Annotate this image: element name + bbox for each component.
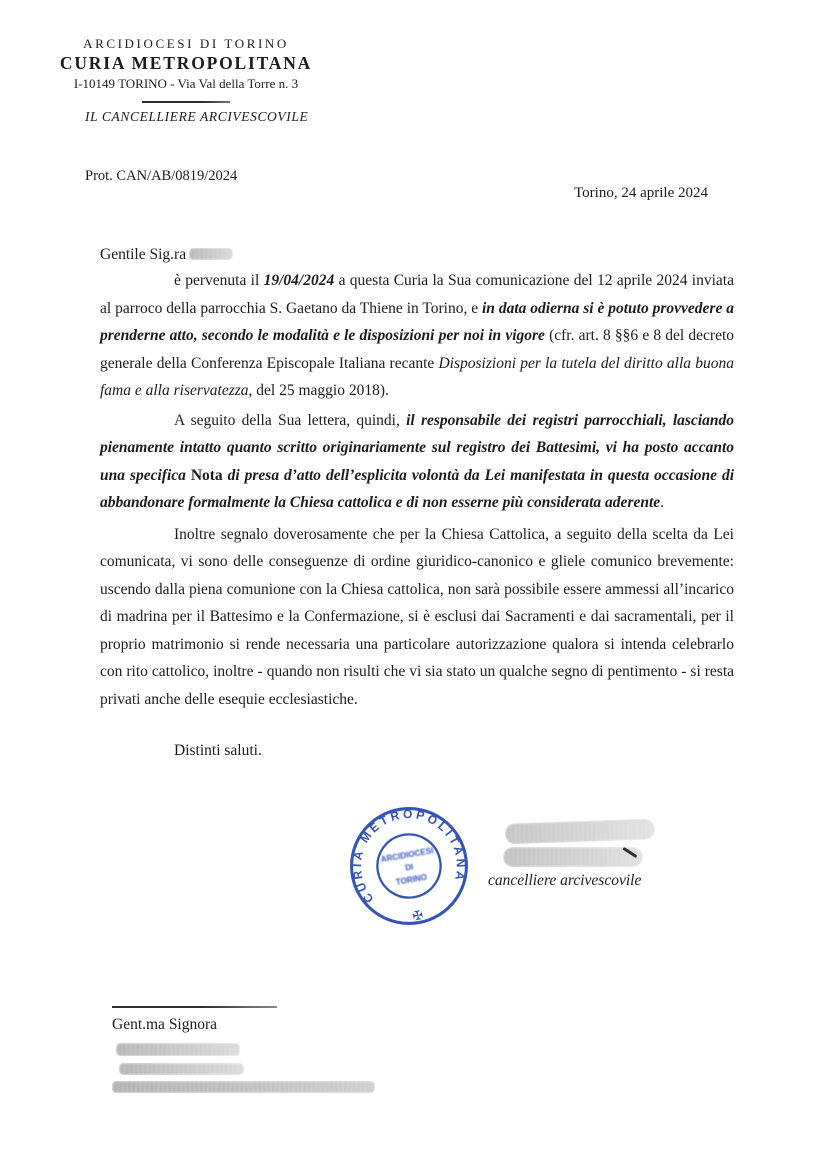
- salutation: [100, 246, 233, 264]
- svg-text:ARCIDIOCESI: ARCIDIOCESI: [380, 845, 435, 865]
- protocol-number: Prot. CAN/AB/0819/2024: [85, 168, 238, 184]
- paragraph-3: Inoltre segnalo doverosamente che per la Chiesa Cattolica, a seguito della scelta da Lei comunicata, vi sono delle conseguenze di ordine giuridico-canonico e gliele comunico brevemente: uscendo dalla piena comunione con la Chiesa cattolica, non sarà possibile essere ammessi all’incarico di madrina per il Battesimo e la Confermazione, si è esclusi dai Sacramenti e dai sacramentali, per il proprio matrimonio si rende necessaria una particolare autorizzazione qualora si intenda celebrarlo con rito cattolico, inoltre - quando non risulti che vi sia stato un qualche segno di pentimento - si resta privati anche delle esequie ecclesiastiche.: [100, 525, 734, 708]
- closing-line: Distinti saluti.: [174, 742, 262, 759]
- letterhead-divider: [142, 101, 230, 103]
- paragraph-2: A seguito della Sua lettera, quindi, il responsabile dei registri parrocchiali, lasciando pienamente intatto quanto scritto originariamente sul registro dei Battesimi, vi ha posto accanto una specifica Nota di presa d’atto dell’esplicita volontà da Lei manifestata in questa occasione di abbandonare formalmente la Chiesa cattolica e di non esserne più considerata aderente.: [100, 411, 735, 511]
- redacted-address-line-3: [112, 1081, 375, 1093]
- letterhead: [58, 36, 314, 103]
- paragraph-1: è pervenuta il 19/04/2024 a questa Curia la Sua comunicazione del 12 aprile 2024 inviata al parroco della parrocchia S. Gaetano da Thiene in Torino, e in data odierna si è potuto provvedere a prenderne atto, secondo le modalità e le disposizioni per noi in vigore (cfr. art. 8 §§6 e 8 del decreto generale della Conferenza Episcopale Italiana recante Disposizioni per la tutela del diritto alla buona fama e alla riservatezza, del 25 maggio 2018).: [100, 272, 735, 399]
- footer-divider: [112, 1006, 277, 1008]
- stamp-cross-icon: ✠: [411, 907, 425, 924]
- signature-caption: cancelliere arcivescovile: [488, 872, 642, 889]
- svg-text:TORINO: TORINO: [395, 872, 428, 887]
- redacted-signature-line-1: [505, 818, 656, 844]
- svg-text:DI: DI: [404, 862, 415, 873]
- letter-body: [100, 267, 734, 765]
- redacted-recipient-name: [189, 248, 233, 260]
- redacted-address-line-2: [119, 1063, 244, 1075]
- stamp-ring-text: CURIA METROPOLITANA: [349, 807, 469, 906]
- stamp-graphic: [331, 788, 486, 943]
- redacted-signature-line-2: [503, 847, 643, 867]
- office-title: IL CANCELLIERE ARCIVESCOVILE: [85, 109, 309, 124]
- recipient-label: Gent.ma Signora: [112, 1016, 218, 1033]
- letterhead-archdiocese: ARCIDIOCESI DI TORINO: [83, 36, 289, 51]
- salutation-label: Gentile Sig.ra: [100, 246, 187, 263]
- curia-stamp: [331, 788, 486, 943]
- stamp-center-text: [380, 846, 438, 889]
- dateline: Torino, 24 aprile 2024: [574, 185, 708, 201]
- redacted-address-line-1: [116, 1043, 240, 1056]
- letterhead-curia-name: CURIA METROPOLITANA: [59, 53, 313, 73]
- letterhead-address: I-10149 TORINO - Via Val della Torre n. 3: [73, 76, 299, 91]
